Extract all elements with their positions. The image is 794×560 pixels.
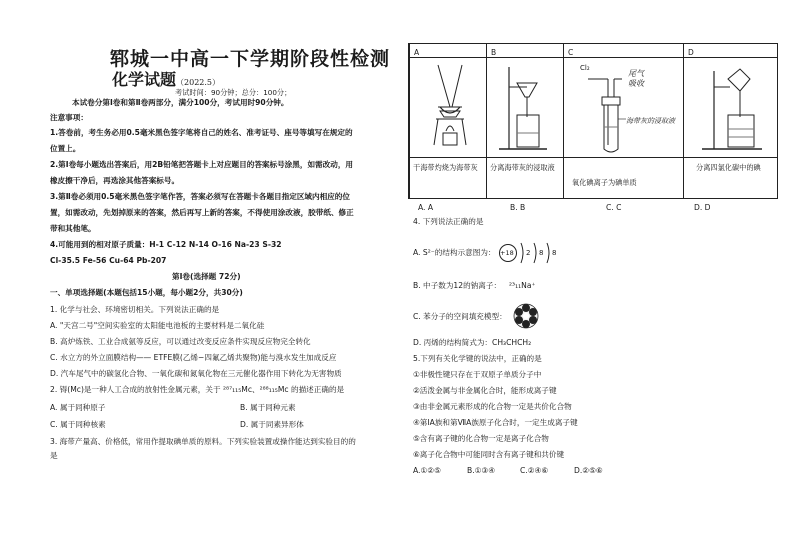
apparatus-cell-d: D 分离四氯化碳中的碘 bbox=[683, 44, 777, 198]
exhaust-label: 尾气 bbox=[628, 69, 644, 78]
q1-option-c: C. 水立方的外立面膜结构—— ETFE膜(乙烯−四氟乙烯共聚物)能与溴水发生加成反应 bbox=[50, 353, 337, 362]
notice-heading: 注意事项： bbox=[50, 113, 88, 122]
q1-option-a: A. "天宫二号"空间实验室的太阳能电池板的主要材料是二氧化硅 bbox=[50, 321, 265, 330]
q3-stem: 3. 海带产量高、价格低，常用作提取碘单质的原料。下列实验装置或操作能达到实验目的的 bbox=[50, 437, 356, 446]
notice-line: 置，如需改动，先划掉原来的答案，然后再写上新的答案，不得使用涂改液，胶带纸、修正 bbox=[50, 208, 354, 217]
q5-option-c: C.②④⑥ bbox=[520, 466, 549, 475]
q4-option-a: A. S²⁻的结构示意图为： bbox=[413, 248, 496, 257]
q5-item: ①非极性键只存在于双原子单质分子中 bbox=[413, 370, 542, 379]
caption-b: 分离海带灰的浸取液 bbox=[490, 163, 555, 172]
q5-item: ④第ⅠA族和第ⅦA族原子化合时，一定生成离子键 bbox=[413, 418, 578, 427]
absorb-label: 吸收 bbox=[628, 79, 644, 88]
q4-option-d: D. 丙烯的结构简式为：CH₃CHCH₂ bbox=[413, 338, 532, 347]
caption-d: 分离四氯化碳中的碘 bbox=[696, 163, 761, 172]
apparatus-cell-a: A 干海带灼烧为海带灰 bbox=[409, 44, 486, 198]
caption-a: 干海带灼烧为海带灰 bbox=[413, 163, 478, 172]
notice-line: 1.答卷前，考生务必用0.5毫米黑色签字笔将自己的姓名、准考证号、座号等填写在规定的 bbox=[50, 128, 353, 137]
q5-option-d: D.②⑤⑥ bbox=[574, 466, 603, 475]
notice-line: 4.可能用到的相对原子质量：H-1 C-12 N-14 O-16 Na-23 S-32 bbox=[50, 240, 282, 249]
shell-count: 2 bbox=[526, 249, 531, 257]
section-heading: 一、单项选择题(本题包括15小题，每小题2分，共30分) bbox=[50, 288, 243, 297]
volume-info: 本试卷分第Ⅰ卷和第Ⅱ卷两部分，满分100分，考试用时90分钟。 bbox=[72, 98, 289, 107]
q3-stem: 是 bbox=[50, 451, 58, 460]
q2-option-d: D. 属于同素异形体 bbox=[240, 420, 304, 429]
q2-option-b: B. 属于同种元素 bbox=[240, 403, 296, 412]
notice-line: Cl-35.5 Fe-56 Cu-64 Pb-207 bbox=[50, 256, 167, 265]
apparatus-cell-b: B 分离海带灰的浸取液 bbox=[486, 44, 563, 198]
q5-item: ③由非金属元素形成的化合物一定是共价化合物 bbox=[413, 402, 572, 411]
q2-option-c: C. 属于同种核素 bbox=[50, 420, 106, 429]
q4-option-b: B. 中子数为12的钠离子： bbox=[413, 281, 502, 290]
notice-line: 橡皮擦干净后，再选涂其他答案标号。 bbox=[50, 176, 180, 185]
notice-line: 位置上。 bbox=[50, 144, 81, 153]
notice-line: 2.第Ⅰ卷每小题选出答案后，用2B铅笔把答题卡上对应题目的答案标号涂黑，如需改动，用 bbox=[50, 160, 354, 169]
q1-option-b: B. 高炉炼铁、工业合成氨等反应，可以通过改变反应条件实现反应物完全转化 bbox=[50, 337, 311, 346]
q4-option-c: C. 苯分子的空间填充模型： bbox=[413, 312, 507, 321]
crucible-burner-icon bbox=[410, 57, 487, 157]
q3-answer-b: B. B bbox=[510, 203, 526, 212]
part1-heading: 第Ⅰ卷(选择题 72分) bbox=[172, 272, 241, 281]
q3-answer-d: D. D bbox=[694, 203, 711, 212]
caption-c: 氧化碘离子为碘单质 bbox=[572, 178, 637, 187]
q2-stem: 2. 锝(Mc)是一种人工合成的放射性金属元素，关于 ²⁸⁷₁₁₅Mc、²⁸⁸₁₁₅Mc 的描述正确的是 bbox=[50, 385, 345, 394]
q5-stem: 5.下列有关化学键的说法中，正确的是 bbox=[413, 354, 542, 363]
shell-count: 8 bbox=[539, 249, 544, 257]
q4-stem: 4. 下列说法正确的是 bbox=[413, 217, 484, 226]
q3-answer-a: A. A bbox=[418, 203, 434, 212]
apparatus-cell-c: C Cl₂ 尾气 吸收 海带灰的浸取液 氧化碘离子为碘单质 bbox=[563, 44, 683, 198]
q5-item: ②活泼金属与非金属化合时，能形成离子键 bbox=[413, 386, 557, 395]
q3-answer-c: C. C bbox=[606, 203, 622, 212]
filter-funnel-icon bbox=[487, 57, 564, 157]
q5-item: ⑥离子化合物中可能同时含有离子键和共价键 bbox=[413, 450, 565, 459]
benzene-model-icon bbox=[512, 302, 540, 330]
exam-date: （2022.5） bbox=[176, 78, 221, 87]
distillation-icon bbox=[684, 57, 778, 157]
q5-item: ⑤含有离子键的化合物一定是离子化合物 bbox=[413, 434, 549, 443]
leach-label: 海带灰的浸取液 bbox=[626, 117, 675, 125]
q1-stem: 1. 化学与社会、环境密切相关。下列说法正确的是 bbox=[50, 305, 220, 314]
apparatus-table bbox=[408, 43, 778, 199]
q5-option-a: A.①②⑤ bbox=[413, 466, 441, 475]
notice-line: 3.第Ⅱ卷必须用0.5毫米黑色签字笔作答，答案必须写在答题卡各题目指定区域内相应的位 bbox=[50, 192, 350, 201]
q1-option-d: D. 汽车尾气中的碳氢化合物、一氧化碳和氮氧化物在三元催化器作用下转化为无害物质 bbox=[50, 369, 342, 378]
q2-option-a: A. 属于同种原子 bbox=[50, 403, 106, 412]
exam-info: 考试时间：90分钟；总分：100分； bbox=[175, 88, 292, 97]
exam-title: 郓城一中高一下学期阶段性检测 bbox=[110, 48, 391, 70]
gas-bubbling-icon bbox=[564, 57, 684, 157]
exam-subtitle: 化学试题（2022.5） bbox=[112, 70, 221, 89]
cl2-label: Cl₂ bbox=[580, 64, 590, 72]
sodium-ion-symbol: ²³₁₁Na⁺ bbox=[509, 281, 536, 290]
notice-line: 带和其他笔。 bbox=[50, 224, 96, 233]
q5-option-b: B.①③④ bbox=[467, 466, 496, 475]
ion-nucleus-label: +18 bbox=[500, 249, 514, 257]
shell-count: 8 bbox=[552, 249, 557, 257]
